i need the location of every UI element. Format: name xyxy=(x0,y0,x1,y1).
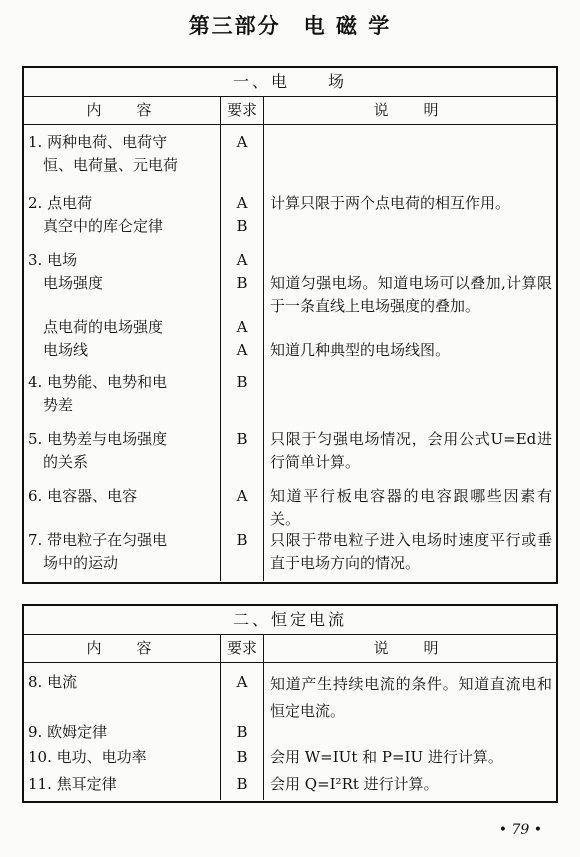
requirement-level: A xyxy=(236,673,248,691)
content-line: 9. 欧姆定律 xyxy=(28,723,108,741)
note-text: 知道匀强电场。知道电场可以叠加,计算限于一条直线上电场强度的叠加。 xyxy=(270,274,552,315)
content-line: 7. 带电粒子在匀强电 xyxy=(28,531,168,549)
content-line: 点电荷的电场强度 xyxy=(28,318,164,336)
section-title: 二、恒定电流 xyxy=(24,606,556,635)
header-note: 说 明 xyxy=(373,101,449,119)
requirement-level: B xyxy=(236,748,248,766)
content-line: 8. 电流 xyxy=(28,673,78,691)
note-text: 知道产生持续电流的条件。知道直流电和恒定电流。 xyxy=(270,675,552,720)
requirement-level: B xyxy=(236,531,248,549)
note-column xyxy=(264,125,556,581)
content-line: 11. 焦耳定律 xyxy=(28,775,117,793)
page-title: 第三部分 电 磁 学 xyxy=(188,14,392,38)
content-column xyxy=(24,663,220,800)
requirement-level: B xyxy=(236,775,248,793)
requirement-level: B xyxy=(236,430,248,448)
requirement-level: A xyxy=(236,341,248,359)
note-text: 会用 W=IUt 和 P=IU 进行计算。 xyxy=(270,748,503,766)
header-content: 内 容 xyxy=(86,639,162,657)
content-line: 真空中的库仑定律 xyxy=(28,217,164,235)
requirement-level: B xyxy=(236,217,248,235)
content-line: 势差 xyxy=(28,396,74,414)
header-requirement: 要求 xyxy=(220,97,264,124)
requirement-level: B xyxy=(236,274,248,292)
section-electric-field-table xyxy=(22,66,558,584)
requirement-level: A xyxy=(236,487,248,505)
note-text: 知道平行板电容器的电容跟哪些因素有关。 xyxy=(270,487,552,528)
header-requirement: 要求 xyxy=(220,635,264,662)
content-line: 的关系 xyxy=(28,453,89,471)
table-header xyxy=(24,97,556,125)
content-line: 电场线 xyxy=(28,341,89,359)
requirement-level: A xyxy=(236,318,248,336)
note-text: 会用 Q=I²Rt 进行计算。 xyxy=(270,775,439,793)
content-line: 10. 电功、电功率 xyxy=(28,748,147,766)
content-line: 4. 电势能、电势和电 xyxy=(28,373,168,391)
requirement-level: A xyxy=(236,133,248,151)
content-line: 3. 电场 xyxy=(28,251,78,269)
note-text: 只限于匀强电场情况，会用公式U=Ed进行简单计算。 xyxy=(270,430,552,471)
note-column xyxy=(264,663,556,800)
note-text: 计算只限于两个点电荷的相互作用。 xyxy=(270,194,511,212)
requirement-level: B xyxy=(236,373,248,391)
content-line: 6. 电容器、电容 xyxy=(28,487,138,505)
content-line: 2. 点电荷 xyxy=(28,194,93,212)
content-line: 场中的运动 xyxy=(28,554,119,572)
section-title: 一、电 场 xyxy=(24,68,556,97)
header-note: 说 明 xyxy=(373,639,449,657)
content-column xyxy=(24,125,220,581)
content-line: 电场强度 xyxy=(28,274,104,292)
content-line: 1. 两种电荷、电荷守 xyxy=(28,133,168,151)
requirement-level: A xyxy=(236,251,248,269)
section-steady-current-table xyxy=(22,604,558,803)
content-line: 5. 电势差与电场强度 xyxy=(28,430,168,448)
header-content: 内 容 xyxy=(86,101,162,119)
requirement-level: B xyxy=(236,723,248,741)
requirement-level: A xyxy=(236,194,248,212)
requirement-column xyxy=(220,125,264,581)
page-number: • 79 • xyxy=(498,822,542,838)
content-line: 恒、电荷量、元电荷 xyxy=(28,156,179,174)
note-text: 知道几种典型的电场线图。 xyxy=(270,341,451,359)
table-header xyxy=(24,635,556,663)
requirement-column xyxy=(220,663,264,800)
note-text: 只限于带电粒子进入电场时速度平行或垂直于电场方向的情况。 xyxy=(270,531,552,572)
